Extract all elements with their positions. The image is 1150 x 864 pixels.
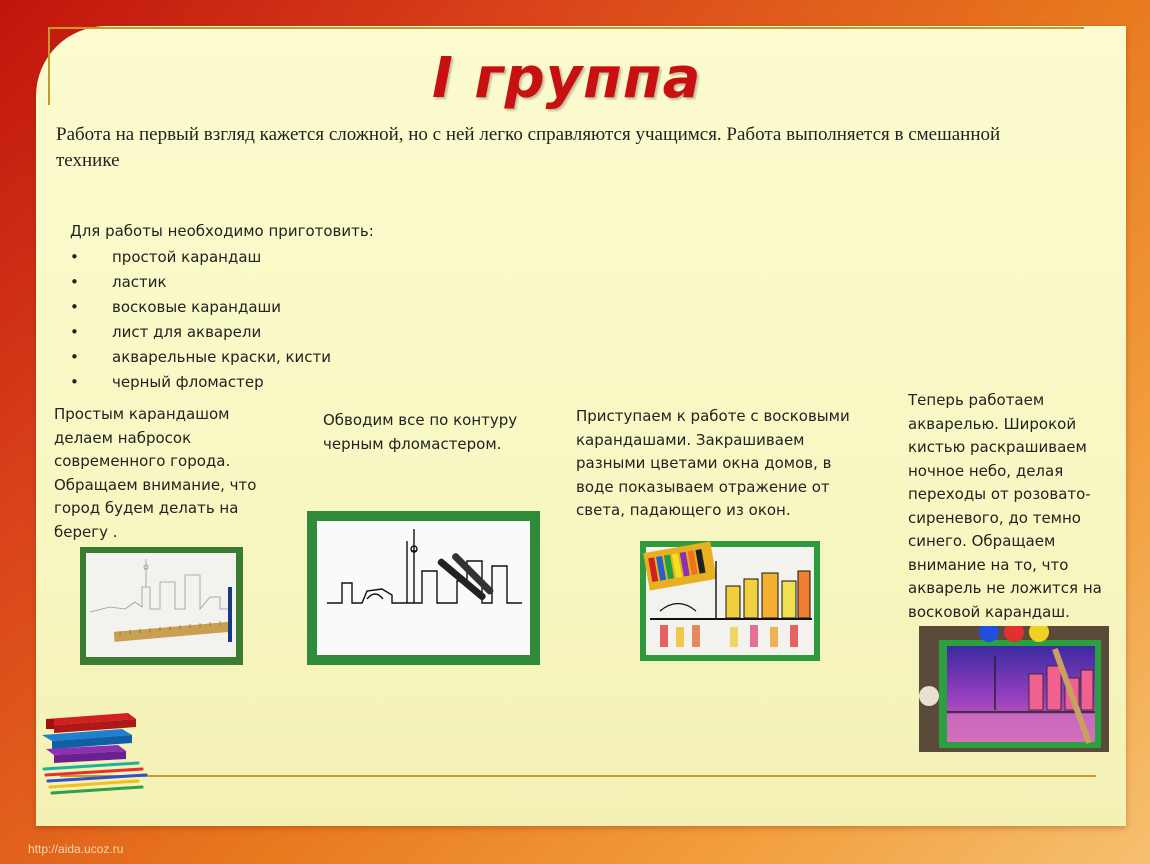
- step-4-caption: Теперь работаем акварелью. Широкой кистью раскрашиваем ночное небо, делая переходы от розовато-сиреневого, до темно синего. Обращаем внимание на то, что акварель не ложится на восковой карандаш.: [908, 391, 1102, 621]
- bullet: •: [70, 373, 79, 391]
- bullet: •: [70, 298, 79, 316]
- materials-heading: Для работы необходимо приготовить:: [70, 222, 374, 240]
- list-item: [70, 245, 374, 270]
- decorative-line-left: [48, 27, 50, 105]
- list-item: [70, 320, 374, 345]
- list-item: [70, 295, 374, 320]
- decorative-line-bottom: [60, 775, 1096, 777]
- list-item-text: восковые карандаши: [112, 298, 281, 316]
- materials-list: [70, 220, 374, 395]
- step-2-photo: [307, 511, 540, 665]
- slide-title: I группа: [432, 46, 702, 111]
- list-item-text: ластик: [112, 273, 167, 291]
- bullet: •: [70, 323, 79, 341]
- step-1-photo: [80, 547, 243, 665]
- list-item-text: черный фломастер: [112, 373, 264, 391]
- step-3-photo: [640, 541, 820, 661]
- decorative-line-top: [48, 27, 1084, 29]
- bullet: •: [70, 348, 79, 366]
- step-4-photo: [919, 626, 1109, 752]
- footer-url: http://aida.ucoz.ru: [28, 842, 124, 856]
- list-item: [70, 370, 374, 395]
- list-item: [70, 270, 374, 295]
- step-3-caption: Приступаем к работе с восковыми карандашами. Закрашиваем разными цветами окна домов, в воде показываем отражение от света, падающего из окон.: [576, 407, 850, 519]
- books-clipart: [38, 705, 150, 800]
- bullet: •: [70, 248, 79, 266]
- step-2-caption: Обводим все по контуру черным фломастером.: [323, 411, 518, 453]
- list-item-text: простой карандаш: [112, 248, 262, 266]
- list-item: [70, 345, 374, 370]
- intro-text: Работа на первый взгляд кажется сложной, но с ней легко справляются учащимся. Работа выполняется в смешанной технике: [56, 124, 1001, 171]
- step-1-caption: Простым карандашом делаем набросок современного города. Обращаем внимание, что город будем делать на берегу .: [54, 405, 257, 541]
- list-item-text: акварельные краски, кисти: [112, 348, 332, 366]
- list-item-text: лист для акварели: [112, 323, 262, 341]
- bullet: •: [70, 273, 79, 291]
